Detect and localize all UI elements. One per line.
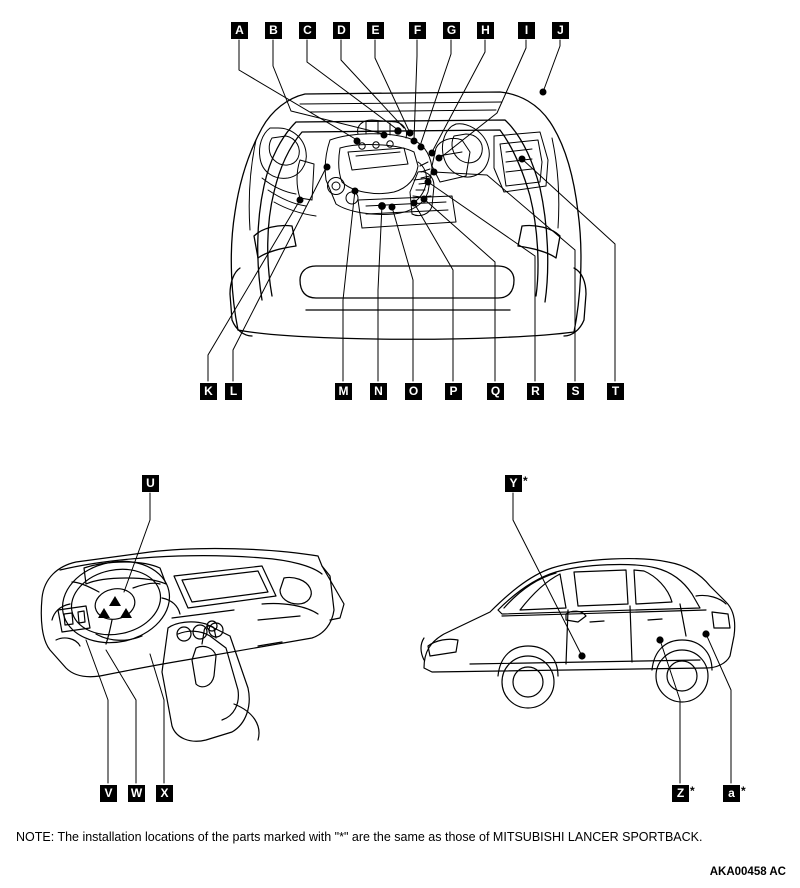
- callout-c[interactable]: C: [299, 22, 316, 39]
- callout-q[interactable]: Q: [487, 383, 504, 400]
- dashboard-outline: [41, 549, 344, 742]
- engine-bay-components: [249, 89, 559, 230]
- callout-k[interactable]: K: [200, 383, 217, 400]
- callout-y-asterisk: *: [523, 474, 528, 488]
- callout-y[interactable]: Y: [505, 475, 522, 492]
- callout-u[interactable]: U: [142, 475, 159, 492]
- leader-lines-interior: [86, 493, 164, 783]
- callout-s[interactable]: S: [567, 383, 584, 400]
- callout-t[interactable]: T: [607, 383, 624, 400]
- callout-z[interactable]: Z: [672, 785, 689, 802]
- callout-f[interactable]: F: [409, 22, 426, 39]
- figure-note: NOTE: The installation locations of the parts marked with "*" are the same as those of MITSUBISHI LANCER SPORTBACK.: [16, 830, 703, 844]
- callout-g[interactable]: G: [443, 22, 460, 39]
- callout-a-lower-asterisk: *: [741, 784, 746, 798]
- callout-a-lower[interactable]: a: [723, 785, 740, 802]
- callout-e[interactable]: E: [367, 22, 384, 39]
- callout-x[interactable]: X: [156, 785, 173, 802]
- callout-r[interactable]: R: [527, 383, 544, 400]
- callout-i[interactable]: I: [518, 22, 535, 39]
- callout-p[interactable]: P: [445, 383, 462, 400]
- leader-lines-exterior: [513, 493, 731, 783]
- callout-z-asterisk: *: [690, 784, 695, 798]
- steering-wheel: [52, 552, 180, 653]
- callout-v[interactable]: V: [100, 785, 117, 802]
- figure-id-label: AKA00458 AC: [709, 866, 786, 878]
- callout-m[interactable]: M: [335, 383, 352, 400]
- callout-a[interactable]: A: [231, 22, 248, 39]
- vehicle-side-view: [421, 559, 735, 708]
- callout-l[interactable]: L: [225, 383, 242, 400]
- callout-n[interactable]: N: [370, 383, 387, 400]
- callout-d[interactable]: D: [333, 22, 350, 39]
- callout-b[interactable]: B: [265, 22, 282, 39]
- leader-lines-top: [239, 40, 560, 158]
- callout-o[interactable]: O: [405, 383, 422, 400]
- callout-w[interactable]: W: [128, 785, 145, 802]
- callout-h[interactable]: H: [477, 22, 494, 39]
- callout-j[interactable]: J: [552, 22, 569, 39]
